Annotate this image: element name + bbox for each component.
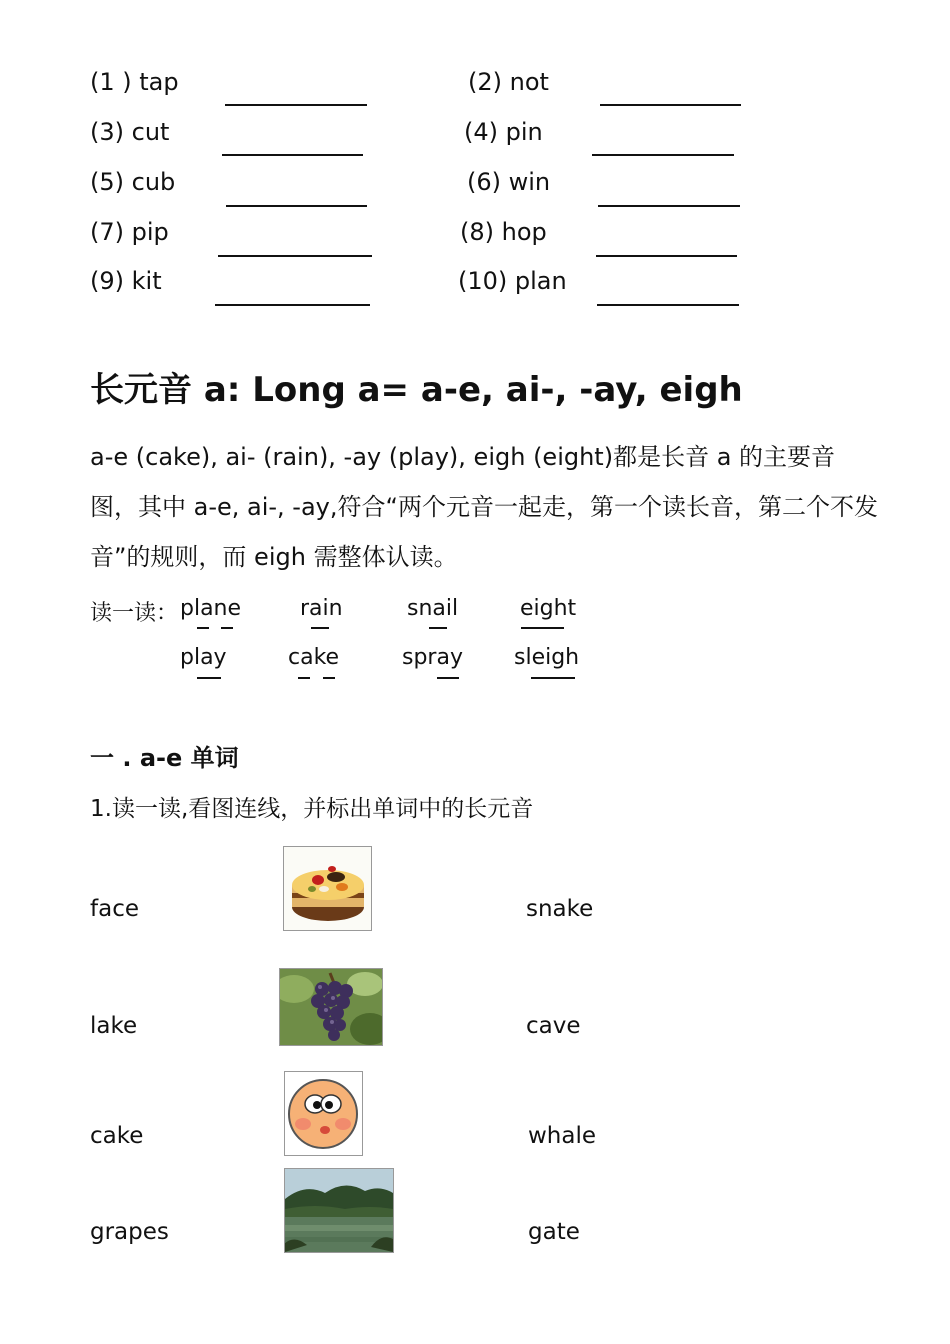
vowel-mark: [298, 677, 310, 679]
read-word: play: [180, 645, 227, 670]
match-word-left[interactable]: face: [90, 896, 139, 922]
lake-picture[interactable]: [284, 1168, 394, 1253]
exercise-item: (10) plan: [458, 267, 567, 295]
read-word: plane: [180, 596, 242, 621]
vowel-mark: [437, 677, 459, 679]
read-label: 读一读：: [90, 601, 179, 626]
section-paragraph: a-e (cake), ai- (rain), -ay (play), eigh (eight)都是长音 a 的主要音图，其中 a-e, ai-, -ay,符合“两个元音一起走，第一个读长音，第二个不发音”的规则，而 eigh 需整体认读。: [90, 443, 878, 571]
part-instruction: 1.读一读,看图连线，并标出单词中的长元音: [90, 796, 534, 822]
read-word: sleigh: [514, 645, 580, 670]
match-word-left[interactable]: grapes: [90, 1219, 169, 1245]
answer-blank[interactable]: [600, 104, 741, 106]
match-word-right[interactable]: whale: [528, 1123, 597, 1149]
exercise-item: (8) hop: [460, 218, 547, 246]
vowel-mark: [521, 627, 564, 629]
grapes-picture[interactable]: [279, 968, 383, 1046]
exercise-item: (2) not: [468, 68, 549, 96]
answer-blank[interactable]: [592, 154, 734, 156]
answer-blank[interactable]: [225, 104, 367, 106]
face-image: [285, 1072, 362, 1155]
exercise-item: (9) kit: [90, 267, 162, 295]
cake-picture[interactable]: [283, 846, 372, 931]
face-picture[interactable]: [284, 1071, 363, 1156]
answer-blank[interactable]: [596, 255, 737, 257]
exercise-item: (4) pin: [464, 118, 543, 146]
exercise-item: (7) pip: [90, 218, 169, 246]
cake-image: [284, 847, 371, 930]
match-word-left[interactable]: lake: [90, 1013, 138, 1039]
answer-blank[interactable]: [222, 154, 363, 156]
exercise-item: (5) cub: [90, 168, 176, 196]
exercise-item: (1 ) tap: [90, 68, 179, 96]
match-word-right[interactable]: gate: [528, 1219, 580, 1245]
match-word-right[interactable]: snake: [526, 896, 594, 922]
lake-image: [285, 1169, 393, 1252]
read-word: eight: [520, 596, 577, 621]
match-word-left[interactable]: cake: [90, 1123, 144, 1149]
vowel-mark: [323, 677, 335, 679]
vowel-mark: [197, 677, 221, 679]
answer-blank[interactable]: [598, 205, 740, 207]
match-word-right[interactable]: cave: [526, 1013, 581, 1039]
read-word: cake: [288, 645, 340, 670]
answer-blank[interactable]: [597, 304, 739, 306]
section-title: 长元音 a: Long a= a-e, ai-, -ay, eigh: [90, 370, 743, 410]
vowel-mark: [531, 677, 575, 679]
vowel-mark: [197, 627, 209, 629]
read-word: snail: [407, 596, 459, 621]
answer-blank[interactable]: [226, 205, 367, 207]
answer-blank[interactable]: [215, 304, 370, 306]
exercise-item: (6) win: [467, 168, 551, 196]
vowel-mark: [311, 627, 329, 629]
exercise-item: (3) cut: [90, 118, 170, 146]
part-heading: 一 . a-e 单词: [90, 744, 239, 772]
vowel-mark: [429, 627, 447, 629]
vowel-mark: [221, 627, 233, 629]
answer-blank[interactable]: [218, 255, 372, 257]
read-word: rain: [300, 596, 343, 621]
read-word: spray: [402, 645, 463, 670]
grapes-image: [280, 969, 382, 1045]
